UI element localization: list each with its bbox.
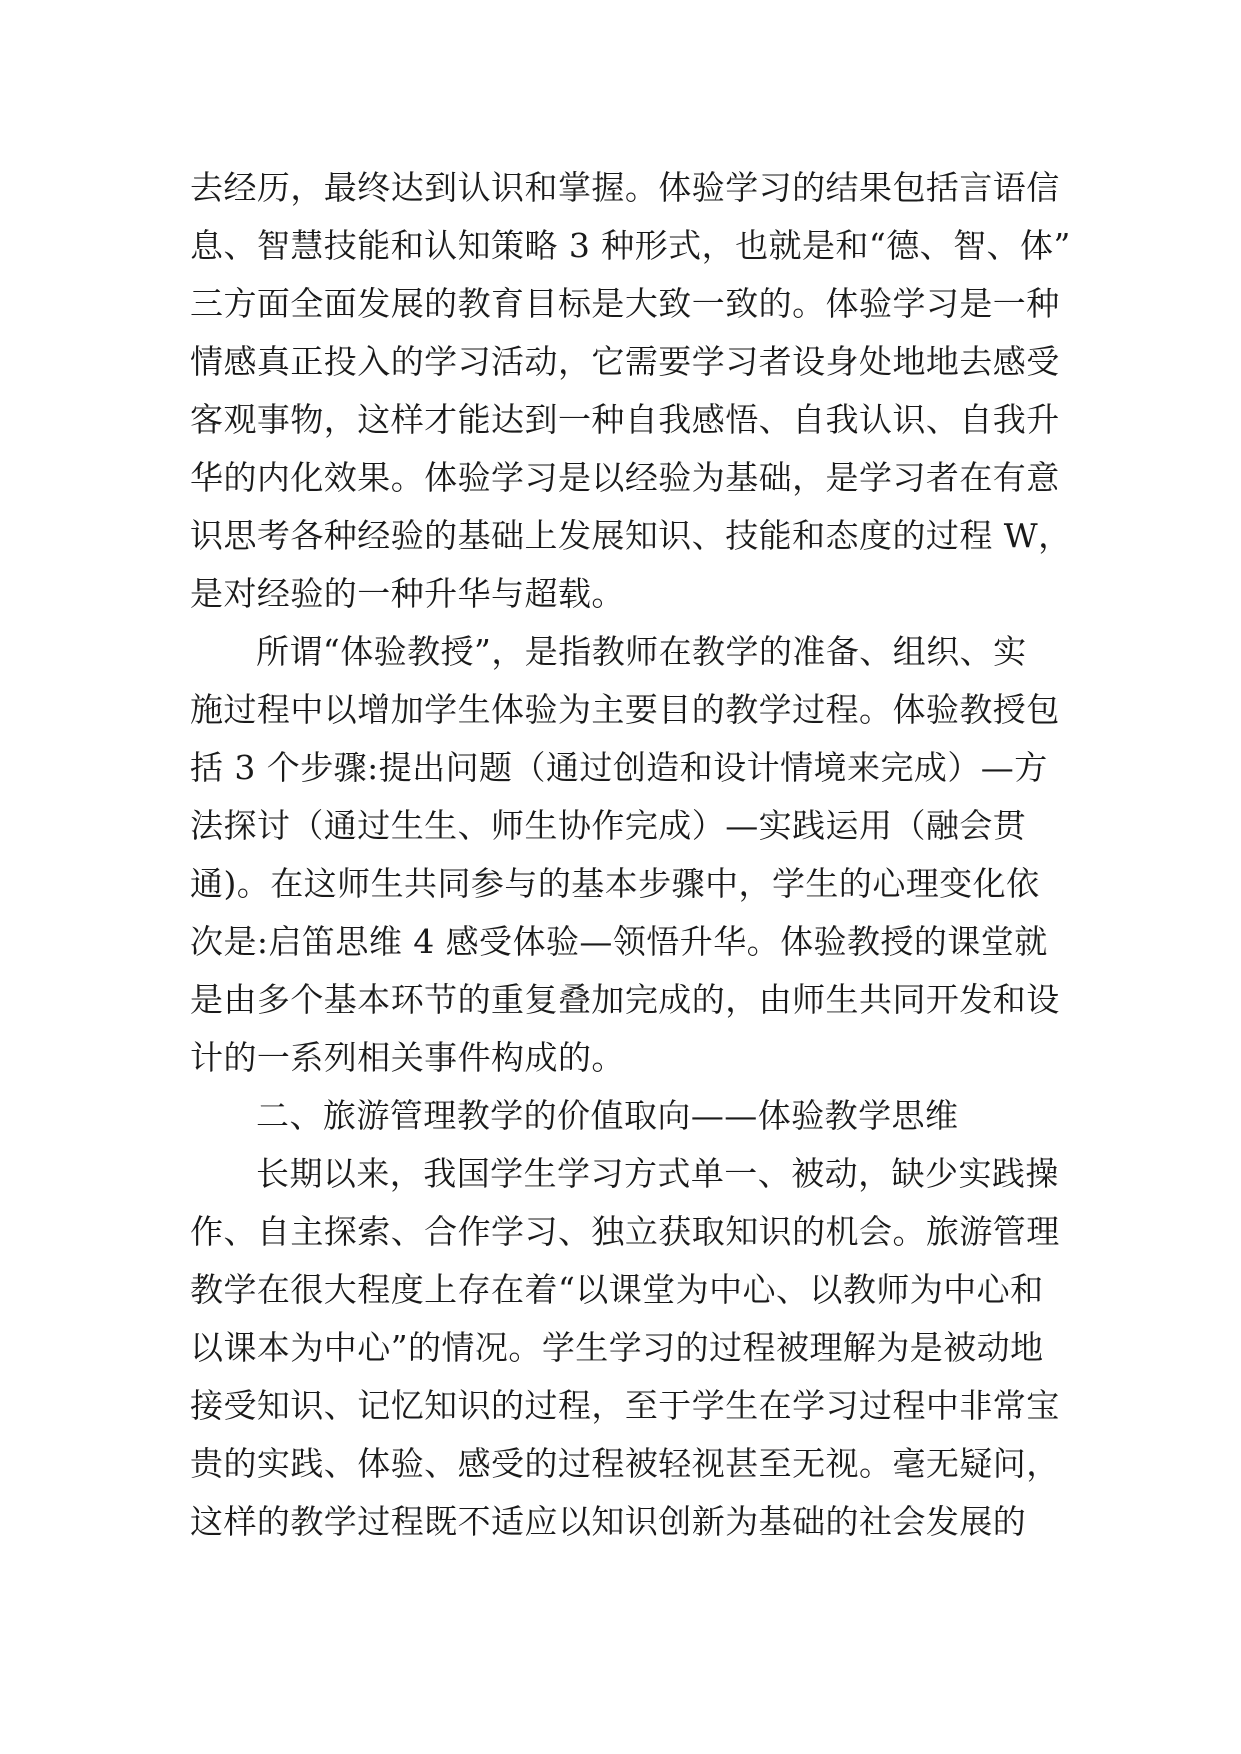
text-line: 息、智慧技能和认知策略 3 种形式，也就是和“德、智、体” [190,226,1071,265]
text-line: 施过程中以增加学生体验为主要目的教学过程。体验教授包 [190,690,1060,729]
text-line: 次是:启笛思维 4 感受体验—领悟升华。体验教授的课堂就 [190,922,1048,961]
text-line: 三方面全面发展的教育目标是大致一致的。体验学习是一种 [190,284,1060,323]
text-line: 华的内化效果。体验学习是以经验为基础，是学习者在有意 [190,458,1060,497]
text-line: 识思考各种经验的基础上发展知识、技能和态度的过程 W， [190,516,1072,555]
text-line: 情感真正投入的学习活动，它需要学习者设身处地地去感受 [190,342,1060,381]
text-line: 接受知识、记忆知识的过程，至于学生在学习过程中非常宝 [190,1386,1060,1425]
text-line: 教学在很大程度上存在着“以课堂为中心、以教师为中心和 [190,1270,1044,1309]
text-line: 法探讨（通过生生、师生协作完成）—实践运用（融会贯 [190,806,1027,845]
text-line: 去经历，最终达到认识和掌握。体验学习的结果包括言语信 [190,168,1060,207]
body-text [190,159,1072,1551]
text-line: 以课本为中心”的情况。学生学习的过程被理解为是被动地 [190,1328,1044,1367]
text-line: 作、自主探索、合作学习、独立获取知识的机会。旅游管理 [190,1212,1060,1251]
text-line: 括 3 个步骤:提出问题（通过创造和设计情境来完成）—方 [190,748,1048,787]
text-line: 是由多个基本环节的重复叠加完成的，由师生共同开发和设 [190,980,1060,1019]
text-line: 这样的教学过程既不适应以知识创新为基础的社会发展的 [190,1502,1027,1541]
text-line: 通)。在这师生共同参与的基本步骤中，学生的心理变化依 [190,864,1040,903]
section-heading: 二、旅游管理教学的价值取向——体验教学思维 [256,1096,959,1135]
text-line: 贵的实践、体验、感受的过程被轻视甚至无视。毫无疑问， [190,1444,1060,1483]
text-line: 客观事物，这样才能达到一种自我感悟、自我认识、自我升 [190,400,1060,439]
text-line: 是对经验的一种升华与超载。 [190,574,625,613]
paragraph-start-line: 所谓“体验教授”，是指教师在教学的准备、组织、实 [256,632,1027,671]
text-line: 计的一系列相关事件构成的。 [190,1038,625,1077]
paragraph-start-line: 长期以来，我国学生学习方式单一、被动，缺少实践操 [256,1154,1059,1193]
